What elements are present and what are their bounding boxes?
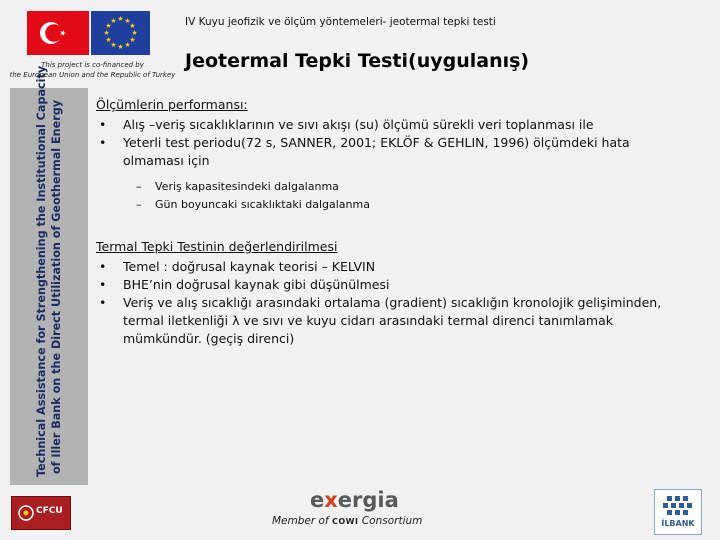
exergia-logo: [310, 488, 399, 512]
slide-title: Jeotermal Tepki Testi(uygulanış): [185, 50, 530, 72]
sub-list-item: – Gün boyuncaki sıcaklıktaki dalgalanma: [96, 196, 686, 214]
cfcu-logo: [11, 496, 71, 530]
slide-subtitle: IV Kuyu jeofizik ve ölçüm yöntemeleri- jeotermal tepki testi: [185, 16, 496, 28]
exergia-logo-x: x: [324, 488, 338, 512]
svg-text:★: ★: [110, 41, 117, 49]
sub-list-item: – Veriş kapasitesindeki dalgalanma: [96, 178, 686, 196]
svg-text:★: ★: [131, 29, 138, 37]
consortium-line: [272, 515, 422, 527]
list-item: • Alış –veriş sıcaklıklarının ve sıvı akışı (su) ölçümü sürekli veri toplanması ile: [96, 116, 686, 134]
performance-list: [96, 116, 686, 170]
cowi-logo: COWI: [332, 517, 359, 526]
slide-body: [96, 96, 686, 348]
sidebar-text: [34, 65, 64, 477]
eu-flag-logo: [91, 11, 150, 55]
list-item: • Temel : doğrusal kaynak teorisi – KELVIN: [96, 258, 686, 276]
svg-text:★: ★: [124, 41, 131, 49]
svg-text:★: ★: [105, 22, 112, 30]
cofinance-line-2: the European Union and the Republic of Turkey: [9, 71, 176, 79]
svg-text:★: ★: [103, 29, 110, 37]
cfcu-label: CFCU: [36, 506, 63, 516]
sidebar-line-2: of Iller Bank on the Direct Utilization of Geothermal Energy: [50, 99, 63, 475]
list-item: • Veriş ve alış sıcaklığı arasındaki ortalama (gradient) sıcaklığın kronolojik gelişiminden, termal iletkenliği λ ve sıvı ve kuyu cidarı arasındaki termal direnci tanımlamak mümkündür. (geçiş direnci): [96, 294, 686, 348]
cofinance-note: [0, 60, 185, 80]
exergia-logo-part: e: [310, 488, 325, 512]
ilbank-logo: [654, 489, 702, 535]
fluctuation-sublist: [96, 178, 686, 214]
svg-text:★: ★: [110, 17, 117, 25]
svg-text:★: ★: [117, 43, 124, 51]
evaluation-list: [96, 258, 686, 348]
member-of-text: Member of: [272, 515, 329, 527]
svg-text:★: ★: [129, 36, 136, 44]
section-heading-performance: Ölçümlerin performansı:: [96, 97, 248, 112]
cofinance-line-1: This project is co-financed by: [41, 61, 144, 69]
svg-text:★: ★: [124, 17, 131, 25]
ilbank-label: İLBANK: [661, 519, 695, 528]
svg-text:★: ★: [117, 15, 124, 23]
list-item: • Yeterli test periodu(72 s, SANNER, 2001; EKLÖF & GEHLIN, 1996) ölçümdeki hata olmaması için: [96, 134, 686, 170]
turkey-flag-logo: [27, 11, 89, 55]
exergia-logo-part: ergia: [337, 488, 399, 512]
sidebar-line-1: Technical Assistance for Strengthening the Institutional Capacity: [35, 65, 48, 477]
section-heading-evaluation: Termal Tepki Testinin değerlendirilmesi: [96, 239, 338, 254]
svg-text:★: ★: [129, 22, 136, 30]
consortium-text: Consortium: [361, 515, 423, 527]
evaluation-section: [96, 238, 686, 348]
svg-text:★: ★: [105, 36, 112, 44]
list-item: • BHE’nin doğrusal kaynak gibi düşünülmesi: [96, 276, 686, 294]
